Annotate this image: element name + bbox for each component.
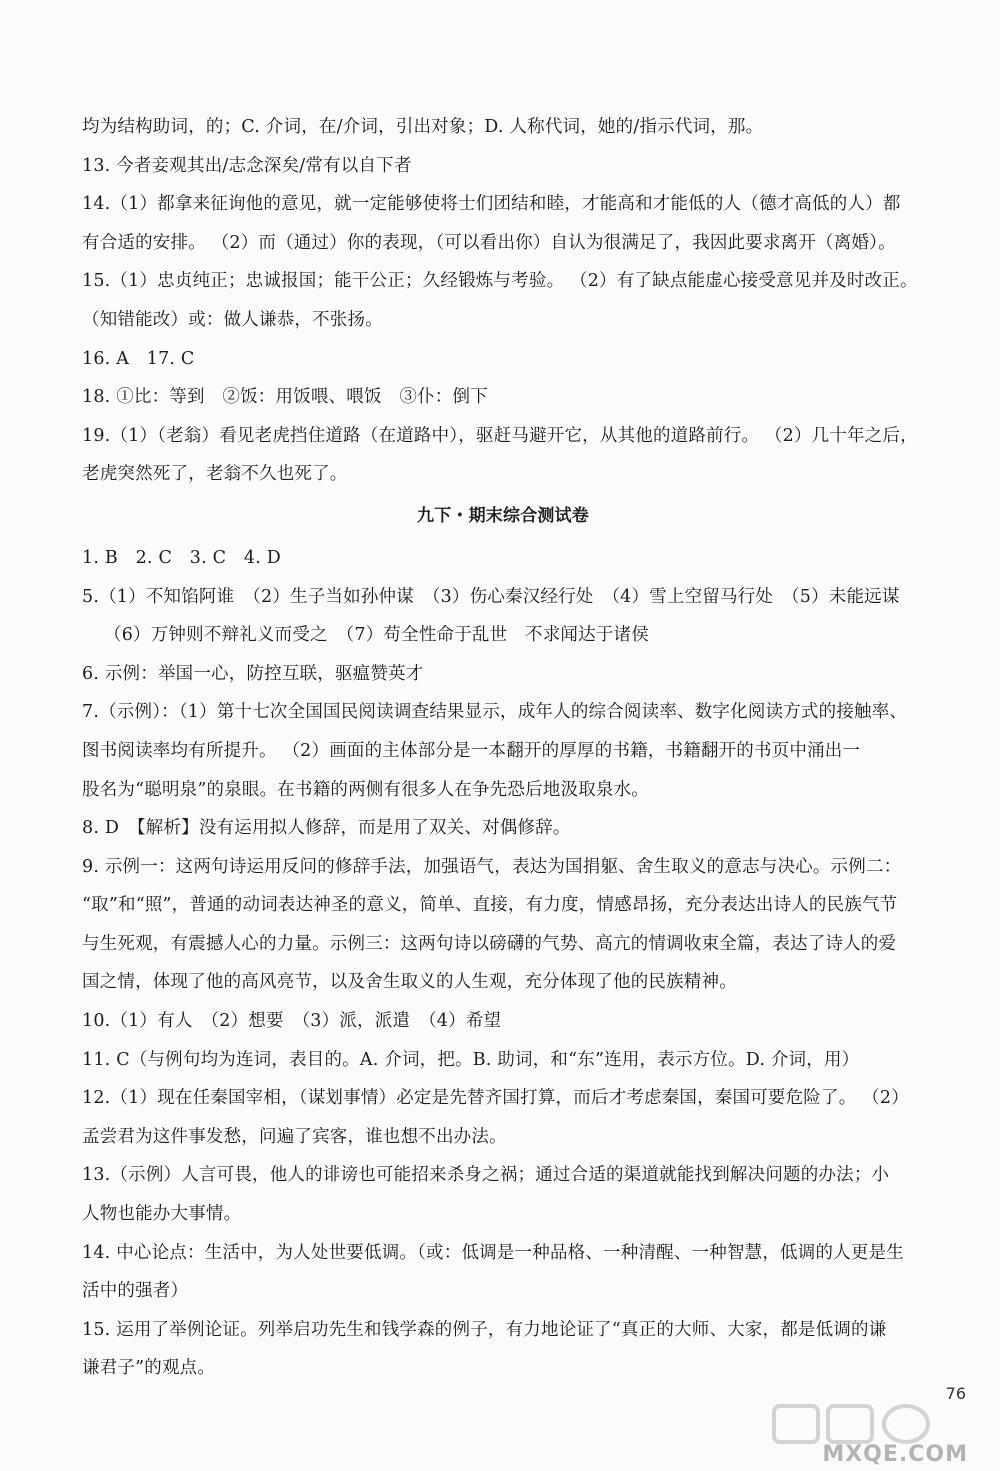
answer-line: 图书阅读率均有所提升。 （2）画面的主体部分是一本翻开的厚厚的书籍，书籍翻开的书页中涌出一 xyxy=(82,740,861,761)
answer-line: 国之情，体现了他的高风亮节，以及舍生取义的人生观，充分体现了他的民族精神。 xyxy=(82,972,737,993)
answer-line: 1. B 2. C 3. C 4. D xyxy=(82,547,282,568)
page-number: 76 xyxy=(945,1384,966,1403)
answer-line: 与生死观，有震撼人心的力量。示例三：这两句诗以磅礴的气势、高亢的情调收束全篇，表达了诗人的爱 xyxy=(82,933,897,954)
answer-line: 8. D 【解析】没有运用拟人修辞，而是用了双关、对偶修辞。 xyxy=(82,818,571,839)
answer-line: 7.（示例）：（1）第十七次全国国民阅读调查结果显示，成年人的综合阅读率、数字化阅读方式的接触率、 xyxy=(82,702,908,723)
answer-line: 谦君子”的观点。 xyxy=(82,1358,216,1379)
answer-line: 5.（1）不知馅阿谁 （2）生子当如孙仲谋 （3）伤心秦汉经行处 （4）雪上空留马行处 （5）未能远谋 xyxy=(82,586,900,607)
section-title: 九下・期末综合测试卷 xyxy=(417,505,589,526)
answer-line: 有合适的安排。 （2）而（通过）你的表现，（可以看出你）自认为很满足了，我因此要求离开（离婚）。 xyxy=(82,232,896,253)
answer-line: 19.（1）（老翁）看见老虎挡住道路（在道路中），驱赶马避开它，从其他的道路前行。 （2）几十年之后， xyxy=(82,425,918,446)
answer-line: 14. 中心论点：生活中，为人处世要低调。（或：低调是一种品格、一种清醒、一种智慧，低调的人更是生 xyxy=(82,1242,904,1263)
answer-line: “取”和“照”，普通的动词表达神圣的意义，简单、直接，有力度，情感昂扬，充分表达出诗人的民族气节 xyxy=(82,895,898,916)
answer-line: 孟尝君为这件事发愁，问遍了宾客，谁也想不出办法。 xyxy=(82,1126,507,1147)
answer-sheet xyxy=(82,108,924,1388)
answer-line: 13.（示例）人言可畏，他人的诽谤也可能招来杀身之祸；通过合适的渠道就能找到解决问题的办法；小 xyxy=(82,1165,890,1186)
answer-line: 人物也能办大事情。 xyxy=(82,1204,242,1225)
answer-line: 均为结构助词，的；C. 介词，在/介词，引出对象；D. 人称代词，她的/指示代词，那。 xyxy=(82,117,764,137)
answer-line: 11. C（与例句均为连词，表目的。A. 介词，把。B. 助词，和“东”连用，表示方位。D. 介词，用） xyxy=(82,1049,860,1070)
answer-line: 老虎突然死了，老翁不久也死了。 xyxy=(82,464,348,485)
answer-line: 10.（1）有人 （2）想要 （3）派，派遣 （4）希望 xyxy=(82,1011,502,1032)
answer-line: 14.（1）都拿来征询他的意见，就一定能够使将士们团结和睦，才能高和才能低的人（德才高低的人）都 xyxy=(82,194,901,215)
answer-line: 6. 示例：举国一心，防控互联，驱瘟赞英才 xyxy=(82,663,424,684)
answer-line: 15. 运用了举例论证。列举启功先生和钱学森的例子，有力地论证了“真正的大师、大家，都是低调的谦 xyxy=(82,1319,887,1340)
answer-line: 13. 今者妾观其出/志念深矣/常有以自下者 xyxy=(82,155,412,176)
answer-line: 18. ①比：等到 ②饭：用饭喂、喂饭 ③仆：倒下 xyxy=(82,387,488,408)
answer-line: 15.（1）忠贞纯正；忠诚报国；能干公正；久经锻炼与考验。 （2）有了缺点能虚心接受意见并及时改正。 xyxy=(82,271,918,292)
watermark-text: MXQE.COM xyxy=(822,1442,968,1467)
answer-line: 9. 示例一：这两句诗运用反问的修辞手法，加强语气，表达为国捐躯、舍生取义的意志与决心。示例二： xyxy=(82,856,902,877)
answer-line: （知错能改）或：做人谦恭，不张扬。 xyxy=(82,309,383,330)
answer-line: （6）万钟则不辩礼义而受之 （7）苟全性命于乱世 不求闻达于诸侯 xyxy=(104,625,649,646)
answer-line: 12.（1）现在任秦国宰相，（谋划事情）必定是先替齐国打算，而后才考虑秦国，秦国可要危险了。 （2） xyxy=(82,1088,909,1109)
answer-line: 16. A 17. C xyxy=(82,348,195,369)
answer-line: 股名为“聪明泉”的泉眼。在书籍的两侧有很多人在争先恐后地汲取泉水。 xyxy=(82,779,649,800)
answer-line: 活中的强者） xyxy=(82,1281,189,1302)
